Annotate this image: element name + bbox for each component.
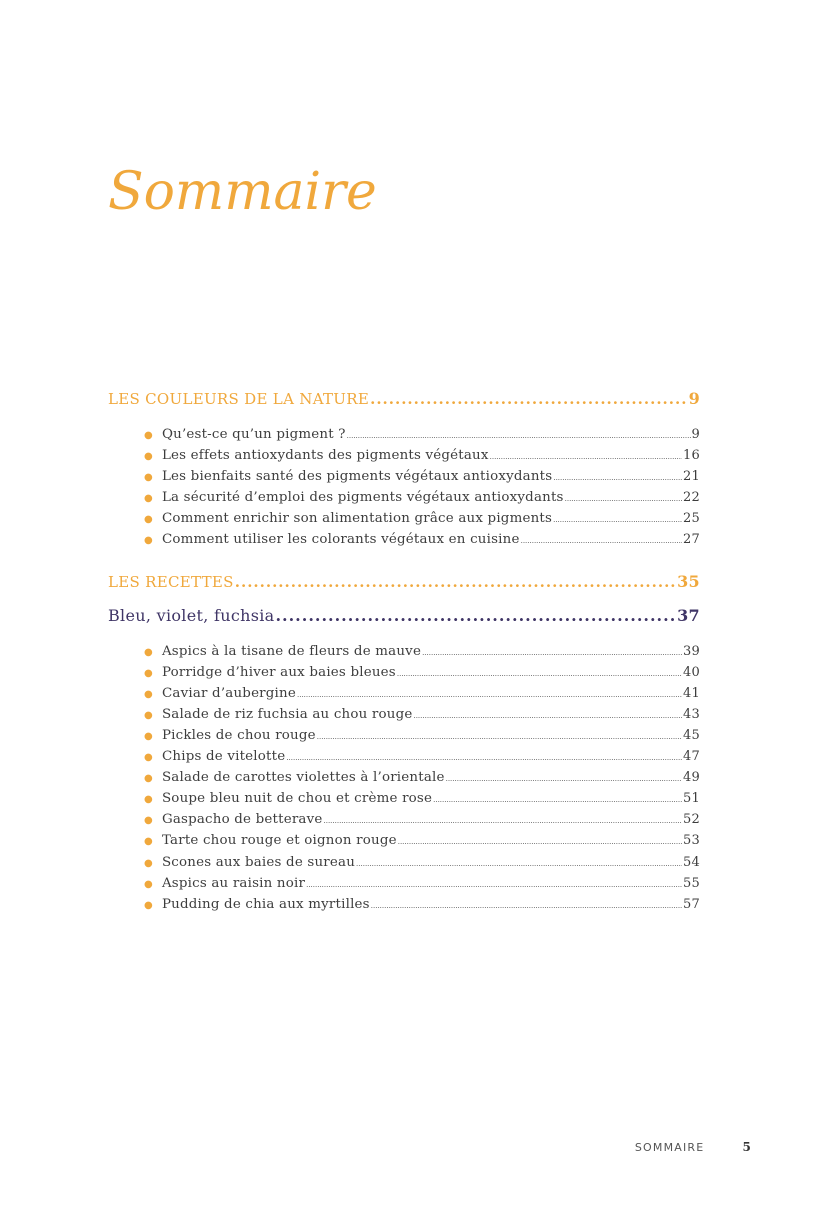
toc-item-label: Qu’est-ce qu’un pigment ? bbox=[161, 427, 346, 442]
toc-item-page: 25 bbox=[683, 511, 700, 527]
bullet-icon: ● bbox=[144, 794, 153, 806]
toc-item-label: Chips de vitelotte bbox=[161, 749, 286, 765]
dot-leader bbox=[347, 426, 691, 447]
dot-leader bbox=[317, 727, 682, 748]
toc-item-label: Les effets antioxydants des pigments végétaux bbox=[161, 448, 489, 464]
dot-leader bbox=[356, 854, 682, 875]
toc-item-page: 45 bbox=[683, 727, 700, 743]
dot-leader bbox=[286, 748, 682, 769]
page-title: Sommaire bbox=[108, 162, 377, 222]
toc-item-label: Gaspacho de betterave bbox=[161, 812, 323, 828]
toc-item-page: 47 bbox=[683, 749, 700, 765]
dot-leader bbox=[275, 603, 676, 629]
toc-item[interactable] bbox=[144, 809, 700, 830]
toc-chapter-label: Bleu, violet, fuchsia bbox=[108, 605, 275, 625]
toc-item-page: 53 bbox=[683, 833, 700, 849]
toc-item[interactable] bbox=[144, 746, 700, 767]
toc-list-recipes bbox=[108, 641, 700, 915]
toc-item-label: Aspics à la tisane de fleurs de mauve bbox=[161, 643, 422, 659]
dot-leader bbox=[422, 643, 682, 664]
bullet-icon: ● bbox=[144, 514, 153, 526]
toc-page-number: 35 bbox=[677, 571, 700, 591]
toc-section-recettes[interactable] bbox=[108, 569, 700, 595]
page-footer bbox=[635, 1140, 752, 1154]
toc-item-page: 52 bbox=[683, 812, 700, 828]
toc-item-page: 16 bbox=[683, 448, 700, 464]
dot-leader bbox=[306, 875, 682, 896]
bullet-icon: ● bbox=[144, 752, 153, 764]
toc-list-couleurs bbox=[108, 424, 700, 551]
dot-leader bbox=[413, 706, 682, 727]
bullet-icon: ● bbox=[144, 899, 153, 911]
toc-item[interactable] bbox=[144, 767, 700, 788]
running-title: SOMMAIRE bbox=[634, 1141, 705, 1154]
toc-item[interactable] bbox=[144, 704, 700, 725]
toc-item-page: 41 bbox=[683, 685, 700, 701]
toc-item-label: Les bienfaits santé des pigments végétaux antioxydants bbox=[161, 469, 553, 485]
bullet-icon: ● bbox=[144, 535, 153, 547]
toc-item-page: 55 bbox=[683, 875, 700, 891]
toc-item-label: Pudding de chia aux myrtilles bbox=[161, 896, 370, 912]
toc-item-page: 39 bbox=[683, 643, 700, 659]
bullet-icon: ● bbox=[144, 857, 153, 869]
page-number: 5 bbox=[742, 1140, 752, 1154]
dot-leader bbox=[397, 664, 682, 685]
dot-leader bbox=[490, 447, 682, 468]
bullet-icon: ● bbox=[144, 667, 153, 679]
dot-leader bbox=[553, 510, 682, 531]
toc-item-label: Soupe bleu nuit de chou et crème rose bbox=[161, 791, 433, 807]
bullet-icon: ● bbox=[144, 878, 153, 890]
dot-leader bbox=[371, 896, 682, 917]
bullet-icon: ● bbox=[144, 773, 153, 785]
bullet-icon: ● bbox=[144, 472, 153, 484]
toc-item[interactable] bbox=[144, 683, 700, 704]
dot-leader bbox=[235, 569, 676, 595]
toc-item-label: Scones aux baies de sureau bbox=[161, 854, 356, 870]
toc-item-label: Caviar d’aubergine bbox=[161, 685, 296, 701]
toc-item[interactable] bbox=[144, 830, 700, 851]
toc-item-label: Aspics au raisin noir bbox=[161, 875, 306, 891]
bullet-icon: ● bbox=[144, 815, 153, 827]
toc-item[interactable] bbox=[144, 445, 700, 466]
toc-item[interactable] bbox=[144, 894, 700, 915]
toc-item[interactable] bbox=[144, 508, 700, 529]
dot-leader bbox=[324, 811, 683, 832]
toc-item-label: Salade de riz fuchsia au chou rouge bbox=[161, 706, 413, 722]
toc-item-label: Comment enrichir son alimentation grâce aux pigments bbox=[161, 511, 553, 527]
bullet-icon: ● bbox=[144, 836, 153, 848]
dot-leader bbox=[446, 769, 682, 790]
toc-item-page: 57 bbox=[683, 896, 700, 912]
bullet-icon: ● bbox=[144, 451, 153, 463]
toc-item-page: 22 bbox=[683, 490, 700, 506]
toc-item-page: 40 bbox=[683, 664, 700, 680]
dot-leader bbox=[398, 832, 682, 853]
toc-item[interactable] bbox=[144, 725, 700, 746]
toc-item-page: 21 bbox=[683, 469, 700, 485]
toc-item-page: 9 bbox=[691, 427, 700, 442]
toc-item-label: Porridge d’hiver aux baies bleues bbox=[161, 664, 396, 680]
toc-item[interactable] bbox=[144, 466, 700, 487]
toc-item-page: 51 bbox=[683, 791, 700, 807]
toc-item-page: 27 bbox=[683, 532, 700, 548]
toc-item-page: 43 bbox=[683, 706, 700, 722]
toc-item[interactable] bbox=[144, 424, 700, 445]
dot-leader bbox=[297, 685, 682, 706]
toc-page-number: 9 bbox=[688, 389, 700, 408]
bullet-icon: ● bbox=[144, 730, 153, 742]
toc-item-label: Tarte chou rouge et oignon rouge bbox=[161, 833, 397, 849]
toc-item-page: 49 bbox=[683, 770, 700, 786]
toc-section-label: LES RECETTES bbox=[108, 572, 234, 591]
dot-leader bbox=[433, 790, 682, 811]
toc-item[interactable] bbox=[144, 641, 700, 662]
bullet-icon: ● bbox=[144, 493, 153, 505]
toc-page-number: 37 bbox=[677, 605, 700, 625]
toc-item-label: La sécurité d’emploi des pigments végétaux antioxydants bbox=[161, 490, 564, 506]
bullet-icon: ● bbox=[144, 430, 153, 441]
dot-leader bbox=[521, 531, 682, 552]
dot-leader bbox=[370, 386, 687, 412]
toc-item-label: Pickles de chou rouge bbox=[161, 727, 316, 743]
bullet-icon: ● bbox=[144, 688, 153, 700]
dot-leader bbox=[553, 468, 682, 489]
toc-chapter-bleu-violet-fuchsia[interactable] bbox=[108, 603, 700, 629]
toc-item[interactable] bbox=[144, 873, 700, 894]
toc-item-page: 54 bbox=[683, 854, 700, 870]
toc-item-label: Comment utiliser les colorants végétaux en cuisine bbox=[161, 532, 520, 548]
bullet-icon: ● bbox=[144, 646, 153, 658]
toc-item-label: Salade de carottes violettes à l’orientale bbox=[161, 770, 445, 786]
bullet-icon: ● bbox=[144, 709, 153, 721]
toc-item[interactable] bbox=[144, 788, 700, 809]
toc-item[interactable] bbox=[144, 529, 700, 550]
toc-item[interactable] bbox=[144, 487, 700, 508]
dot-leader bbox=[565, 489, 682, 510]
toc-section-couleurs[interactable] bbox=[108, 386, 700, 412]
table-of-contents bbox=[108, 386, 700, 915]
toc-item[interactable] bbox=[144, 662, 700, 683]
toc-item[interactable] bbox=[144, 852, 700, 873]
toc-section-label: LES COULEURS DE LA NATURE bbox=[108, 390, 370, 408]
